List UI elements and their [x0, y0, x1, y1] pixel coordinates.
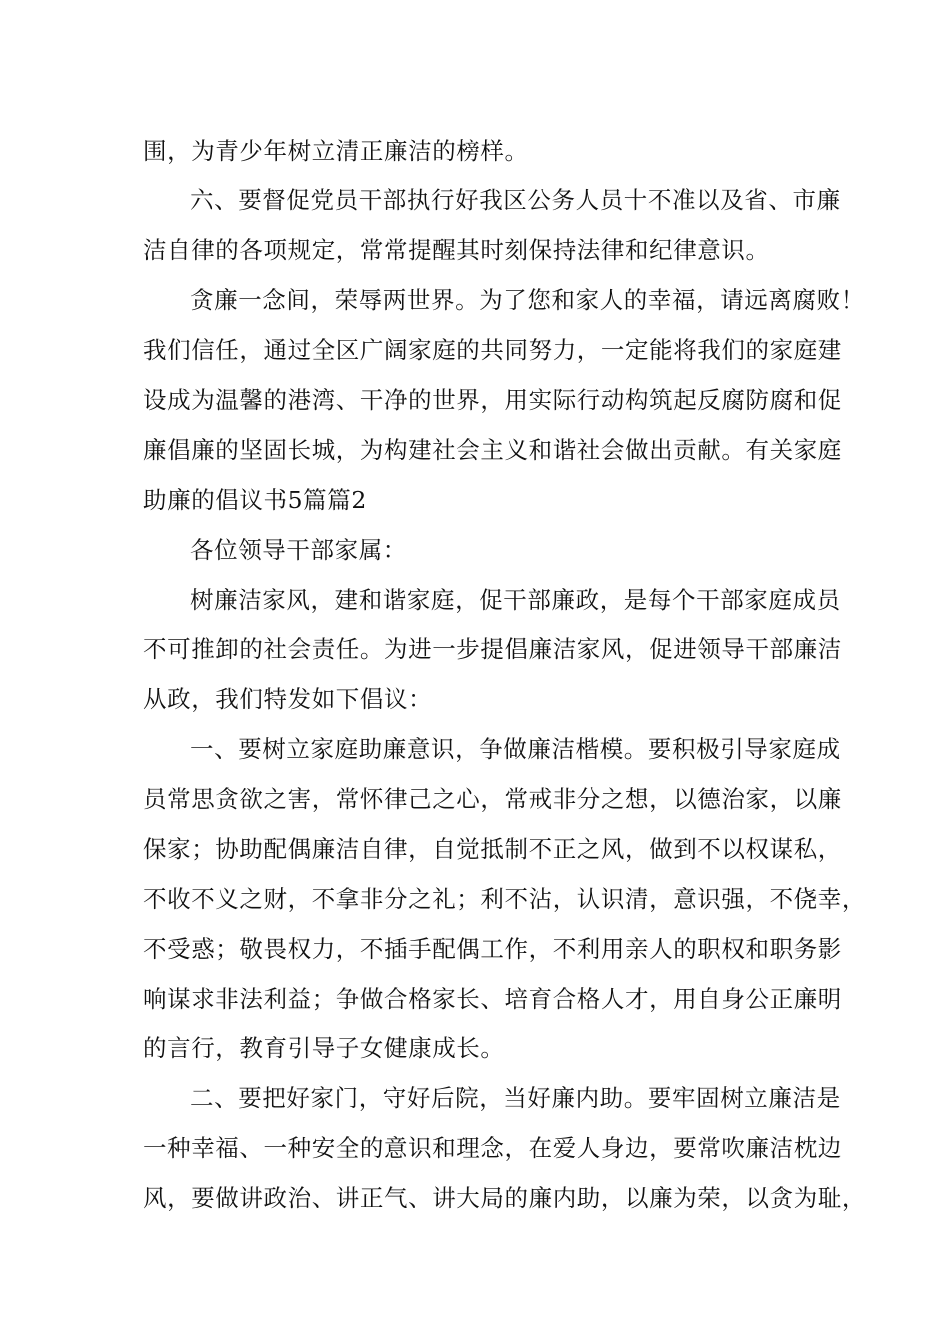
text-line: 员常思贪欲之害，常怀律己之心，常戒非分之想，以德治家，以廉 — [143, 785, 842, 813]
text-line: 我们信任，通过全区广阔家庭的共同努力，一定能将我们的家庭建 — [143, 336, 842, 364]
text-line: 围，为青少年树立清正廉洁的榜样。 — [143, 137, 529, 165]
paragraph-start-line: 树廉洁家风，建和谐家庭，促干部廉政，是每个干部家庭成员 — [190, 586, 841, 614]
paragraph-start-line: 二、要把好家门，守好后院，当好廉内助。要牢固树立廉洁是 — [190, 1084, 841, 1112]
text-line: 助廉的倡议书5篇篇2 — [143, 486, 367, 514]
text-line: 一种幸福、一种安全的意识和理念，在爱人身边，要常吹廉洁枕边 — [143, 1134, 842, 1162]
text-line: 风，要做讲政治、讲正气、讲大局的廉内助，以廉为荣，以贪为耻， — [143, 1184, 866, 1212]
paragraph-start-line: 六、要督促党员干部执行好我区公务人员十不准以及省、市廉 — [190, 186, 841, 214]
text-line: 从政，我们特发如下倡议： — [143, 685, 433, 713]
text-line: 不可推卸的社会责任。为进一步提倡廉洁家风，促进领导干部廉洁 — [143, 635, 842, 663]
text-line: 响谋求非法利益；争做合格家长、培育合格人才，用自身公正廉明 — [143, 985, 842, 1013]
text-line: 不收不义之财，不拿非分之礼；利不沾，认识清，意识强，不侥幸， — [143, 885, 866, 913]
text-line: 的言行，教育引导子女健康成长。 — [143, 1034, 505, 1062]
salutation-line: 各位领导干部家属： — [190, 536, 407, 564]
text-line: 不受惑；敬畏权力，不插手配偶工作，不利用亲人的职权和职务影 — [143, 935, 842, 963]
paragraph-start-line: 一、要树立家庭助廉意识，争做廉洁楷模。要积极引导家庭成 — [190, 735, 841, 763]
text-line: 廉倡廉的坚固长城，为构建社会主义和谐社会做出贡献。有关家庭 — [143, 436, 842, 464]
text-line: 设成为温馨的港湾、干净的世界，用实际行动构筑起反腐防腐和促 — [143, 386, 842, 414]
paragraph-start-line: 贪廉一念间，荣辱两世界。为了您和家人的幸福，请远离腐败！ — [190, 286, 865, 314]
text-line: 洁自律的各项规定，常常提醒其时刻保持法律和纪律意识。 — [143, 236, 770, 264]
text-line: 保家；协助配偶廉洁自律，自觉抵制不正之风，做到不以权谋私， — [143, 835, 842, 863]
